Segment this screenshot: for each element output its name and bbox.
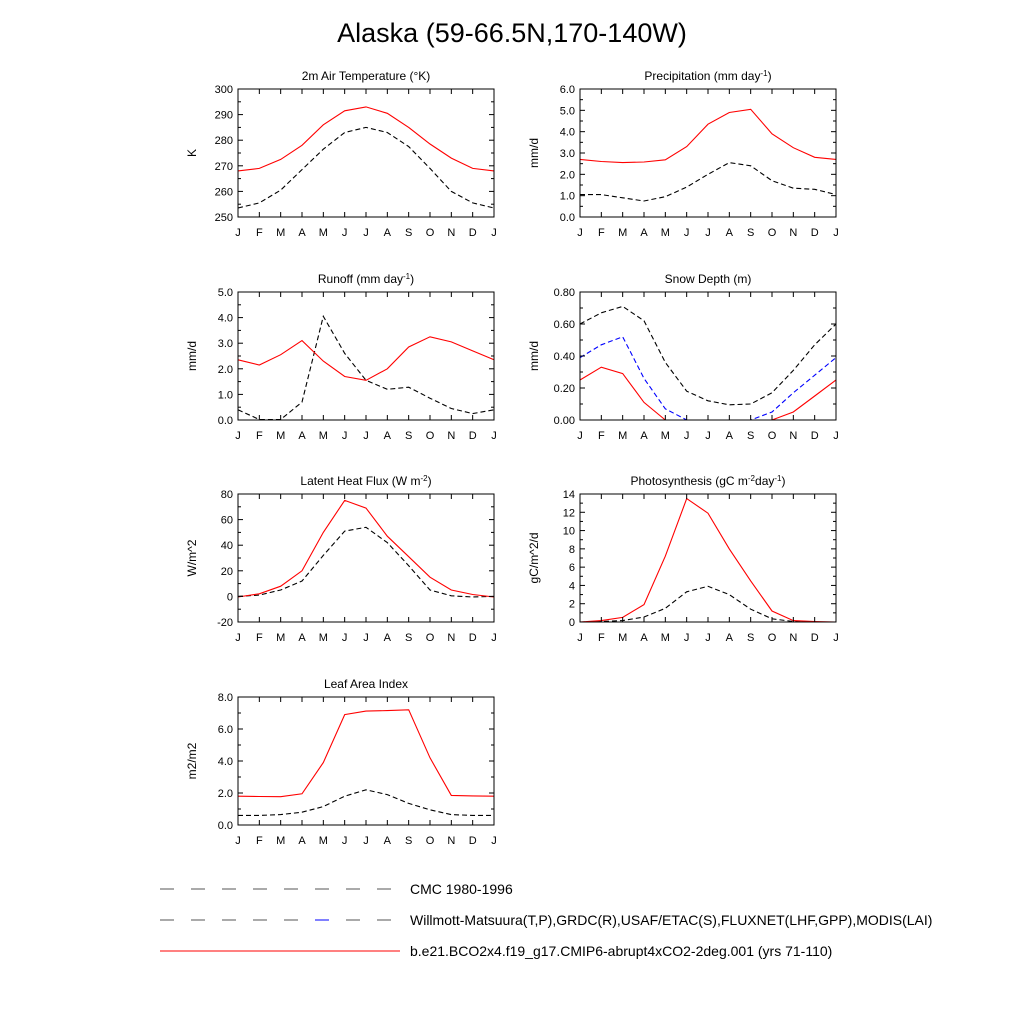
y-tick-label: 0.40 xyxy=(553,351,575,363)
y-tick-label: -20 xyxy=(217,617,233,629)
series-line-1 xyxy=(238,500,494,597)
x-tick-label: N xyxy=(789,632,798,644)
y-axis-label: mm/d xyxy=(527,138,541,168)
x-tick-label: A xyxy=(298,227,306,239)
x-tick-label: M xyxy=(318,227,328,239)
series-line-1 xyxy=(238,337,494,381)
y-tick-label: 0.0 xyxy=(217,820,233,832)
chart-title: Precipitation (mm day$^{-1}$) xyxy=(644,68,772,83)
y-tick-label: 5.0 xyxy=(217,287,233,299)
x-tick-label: J xyxy=(491,227,497,239)
x-tick-label: J xyxy=(577,227,583,239)
plot-frame xyxy=(238,697,494,825)
x-tick-label: S xyxy=(404,430,413,442)
x-tick-label: F xyxy=(597,430,605,442)
legend-label: CMC 1980-1996 xyxy=(410,881,513,897)
x-tick-label: F xyxy=(255,835,263,847)
x-tick-label: J xyxy=(363,632,369,644)
x-tick-label: J xyxy=(705,632,711,644)
y-tick-label: 0.60 xyxy=(553,319,575,331)
x-tick-label: J xyxy=(683,430,690,442)
x-tick-label: A xyxy=(298,835,306,847)
x-tick-label: O xyxy=(425,835,435,847)
page-title: Alaska (59-66.5N,170-140W) xyxy=(337,18,687,48)
y-tick-label: 0.0 xyxy=(559,212,575,224)
series-line-1 xyxy=(580,499,836,622)
y-tick-label: 0.80 xyxy=(553,287,575,299)
x-tick-label: N xyxy=(447,430,456,442)
x-tick-label: D xyxy=(468,227,477,239)
x-tick-label: J xyxy=(683,632,690,644)
y-tick-label: 8 xyxy=(568,543,575,556)
x-tick-label: A xyxy=(725,430,734,442)
x-tick-label: J xyxy=(683,227,690,239)
y-tick-label: 280 xyxy=(214,135,233,148)
x-tick-label: O xyxy=(767,227,777,239)
x-tick-label: O xyxy=(425,430,435,442)
series-line-1 xyxy=(238,710,494,797)
legend-label: Willmott-Matsuura(T,P),GRDC(R),USAF/ETAC(S),FLUXNET(LHF,GPP),MODIS(LAI) xyxy=(410,912,933,928)
x-tick-label: J xyxy=(341,227,348,239)
x-tick-label: O xyxy=(767,632,777,644)
y-tick-label: 20 xyxy=(220,565,233,578)
legend-label: b.e21.BCO2x4.f19_g17.CMIP6-abrupt4xCO2-2deg.001 (yrs 71-110) xyxy=(410,943,833,959)
x-tick-label: M xyxy=(276,835,286,847)
x-tick-label: J xyxy=(235,430,241,442)
y-tick-label: 6 xyxy=(568,562,575,575)
chart-title: Snow Depth (m) xyxy=(664,272,752,286)
chart-lai xyxy=(185,677,497,847)
chart-gpp xyxy=(527,474,839,645)
chart-title: 2m Air Temperature (°K) xyxy=(301,69,431,83)
x-tick-label: D xyxy=(810,430,819,442)
y-tick-label: 0 xyxy=(226,591,233,604)
y-tick-label: 290 xyxy=(214,109,233,122)
y-tick-label: 0 xyxy=(568,617,575,629)
x-tick-label: M xyxy=(618,227,628,239)
y-tick-label: 0.0 xyxy=(217,415,233,427)
series-line-1 xyxy=(580,109,836,162)
x-tick-label: J xyxy=(235,632,241,644)
x-tick-label: S xyxy=(404,835,413,847)
series-line-1 xyxy=(580,337,836,420)
y-tick-label: 1.0 xyxy=(559,190,575,203)
series-line-0 xyxy=(238,790,494,816)
y-tick-label: 270 xyxy=(214,160,233,173)
x-tick-label: A xyxy=(383,430,392,442)
x-tick-label: A xyxy=(383,632,392,644)
x-tick-label: M xyxy=(660,430,670,442)
plot-frame xyxy=(238,494,494,622)
x-tick-label: A xyxy=(640,632,648,644)
x-tick-label: J xyxy=(577,430,583,442)
x-tick-label: A xyxy=(725,632,734,644)
x-tick-label: F xyxy=(255,430,263,442)
x-tick-label: N xyxy=(447,632,456,644)
x-tick-label: D xyxy=(468,835,477,847)
y-tick-label: 3.0 xyxy=(217,338,233,351)
y-tick-label: 250 xyxy=(214,212,233,224)
x-tick-label: J xyxy=(491,835,497,847)
x-tick-label: J xyxy=(833,430,839,442)
x-tick-label: D xyxy=(468,632,477,644)
y-axis-label: W/m^2 xyxy=(185,539,199,577)
y-axis-label: gC/m^2/d xyxy=(527,532,541,584)
y-tick-label: 12 xyxy=(562,507,575,520)
series-line-0 xyxy=(580,163,836,201)
y-axis-label: m2/m2 xyxy=(185,742,199,780)
chart-temp xyxy=(185,69,497,239)
x-tick-label: J xyxy=(491,430,497,442)
x-tick-label: J xyxy=(491,632,497,644)
x-tick-label: M xyxy=(618,430,628,442)
y-tick-label: 2.0 xyxy=(559,169,575,182)
x-tick-label: D xyxy=(810,227,819,239)
plot-frame xyxy=(238,292,494,420)
chart-title: Photosynthesis (gC $m^{-2}day^{-1}$) xyxy=(630,473,786,488)
x-tick-label: J xyxy=(235,835,241,847)
y-tick-label: 10 xyxy=(562,525,575,538)
y-tick-label: 40 xyxy=(220,540,233,553)
x-tick-label: J xyxy=(577,632,583,644)
chart-snow xyxy=(527,272,839,442)
y-tick-label: 4.0 xyxy=(217,756,233,768)
y-tick-label: 1.0 xyxy=(217,389,233,402)
x-tick-label: M xyxy=(276,430,286,442)
y-tick-label: 4.0 xyxy=(217,312,233,325)
x-tick-label: M xyxy=(276,632,286,644)
x-tick-label: O xyxy=(767,430,777,442)
y-tick-label: 14 xyxy=(562,489,575,501)
legend xyxy=(160,881,932,959)
x-tick-label: F xyxy=(597,227,605,239)
legend-entry xyxy=(160,943,832,959)
series-line-0 xyxy=(580,586,836,622)
plot-frame xyxy=(238,89,494,217)
x-tick-label: M xyxy=(318,835,328,847)
y-tick-label: 4.0 xyxy=(559,126,575,139)
x-tick-label: J xyxy=(705,430,711,442)
x-tick-label: S xyxy=(746,227,755,239)
y-axis-label: K xyxy=(185,148,199,158)
series-line-2 xyxy=(580,367,836,420)
x-tick-label: F xyxy=(597,632,605,644)
x-tick-label: S xyxy=(404,632,413,644)
x-tick-label: J xyxy=(363,835,369,847)
y-tick-label: 2.0 xyxy=(217,363,233,376)
x-tick-label: A xyxy=(725,227,734,239)
x-tick-label: S xyxy=(404,227,413,239)
x-tick-label: M xyxy=(318,430,328,442)
x-tick-label: M xyxy=(660,632,670,644)
y-tick-label: 0.00 xyxy=(553,415,575,427)
x-tick-label: M xyxy=(660,227,670,239)
x-tick-label: N xyxy=(447,227,456,239)
y-tick-label: 260 xyxy=(214,186,233,199)
x-tick-label: N xyxy=(789,227,798,239)
y-tick-label: 5.0 xyxy=(559,105,575,118)
x-tick-label: A xyxy=(640,430,648,442)
y-tick-label: 2 xyxy=(568,598,575,611)
chart-title: Runoff (mm day$^{-1}$) xyxy=(317,271,415,286)
series-line-0 xyxy=(238,316,494,419)
y-tick-label: 4 xyxy=(568,580,575,593)
y-axis-label: mm/d xyxy=(185,341,199,371)
y-tick-label: 8.0 xyxy=(217,692,233,704)
y-tick-label: 3.0 xyxy=(559,148,575,160)
series-line-0 xyxy=(238,127,494,208)
x-tick-label: J xyxy=(235,227,241,239)
legend-entry xyxy=(160,912,932,928)
x-tick-label: A xyxy=(640,227,648,239)
x-tick-label: F xyxy=(255,227,263,239)
x-tick-label: J xyxy=(705,227,711,239)
legend-entry xyxy=(160,881,513,897)
x-tick-label: S xyxy=(746,430,755,442)
chart-title: Leaf Area Index xyxy=(323,677,409,691)
x-tick-label: J xyxy=(363,430,369,442)
series-line-1 xyxy=(238,107,494,171)
chart-precip xyxy=(527,69,839,240)
series-line-0 xyxy=(580,306,836,404)
x-tick-label: J xyxy=(363,227,369,239)
x-tick-label: A xyxy=(383,227,392,239)
chart-lhf xyxy=(185,474,497,645)
x-tick-label: A xyxy=(298,632,306,644)
x-tick-label: M xyxy=(276,227,286,239)
x-tick-label: J xyxy=(341,835,348,847)
x-tick-label: F xyxy=(255,632,263,644)
chart-runoff xyxy=(185,272,497,443)
x-tick-label: A xyxy=(298,430,306,442)
y-tick-label: 300 xyxy=(214,84,233,96)
x-tick-label: S xyxy=(746,632,755,644)
series-line-0 xyxy=(238,527,494,597)
y-tick-label: 6.0 xyxy=(559,84,575,96)
x-tick-label: N xyxy=(447,835,456,847)
x-tick-label: D xyxy=(468,430,477,442)
chart-title: Latent Heat Flux (W $m^{-2}$) xyxy=(300,473,432,488)
y-tick-label: 0.20 xyxy=(553,383,575,395)
y-axis-label: mm/d xyxy=(527,341,541,371)
y-tick-label: 6.0 xyxy=(217,724,233,736)
x-tick-label: O xyxy=(425,632,435,644)
x-tick-label: D xyxy=(810,632,819,644)
plot-frame xyxy=(580,89,836,217)
x-tick-label: N xyxy=(789,430,798,442)
x-tick-label: O xyxy=(425,227,435,239)
y-tick-label: 2.0 xyxy=(217,788,233,800)
y-tick-label: 60 xyxy=(220,514,233,527)
y-tick-label: 80 xyxy=(220,489,233,501)
x-tick-label: M xyxy=(618,632,628,644)
x-tick-label: J xyxy=(341,430,348,442)
x-tick-label: J xyxy=(833,632,839,644)
x-tick-label: J xyxy=(833,227,839,239)
x-tick-label: J xyxy=(341,632,348,644)
x-tick-label: A xyxy=(383,835,392,847)
x-tick-label: M xyxy=(318,632,328,644)
